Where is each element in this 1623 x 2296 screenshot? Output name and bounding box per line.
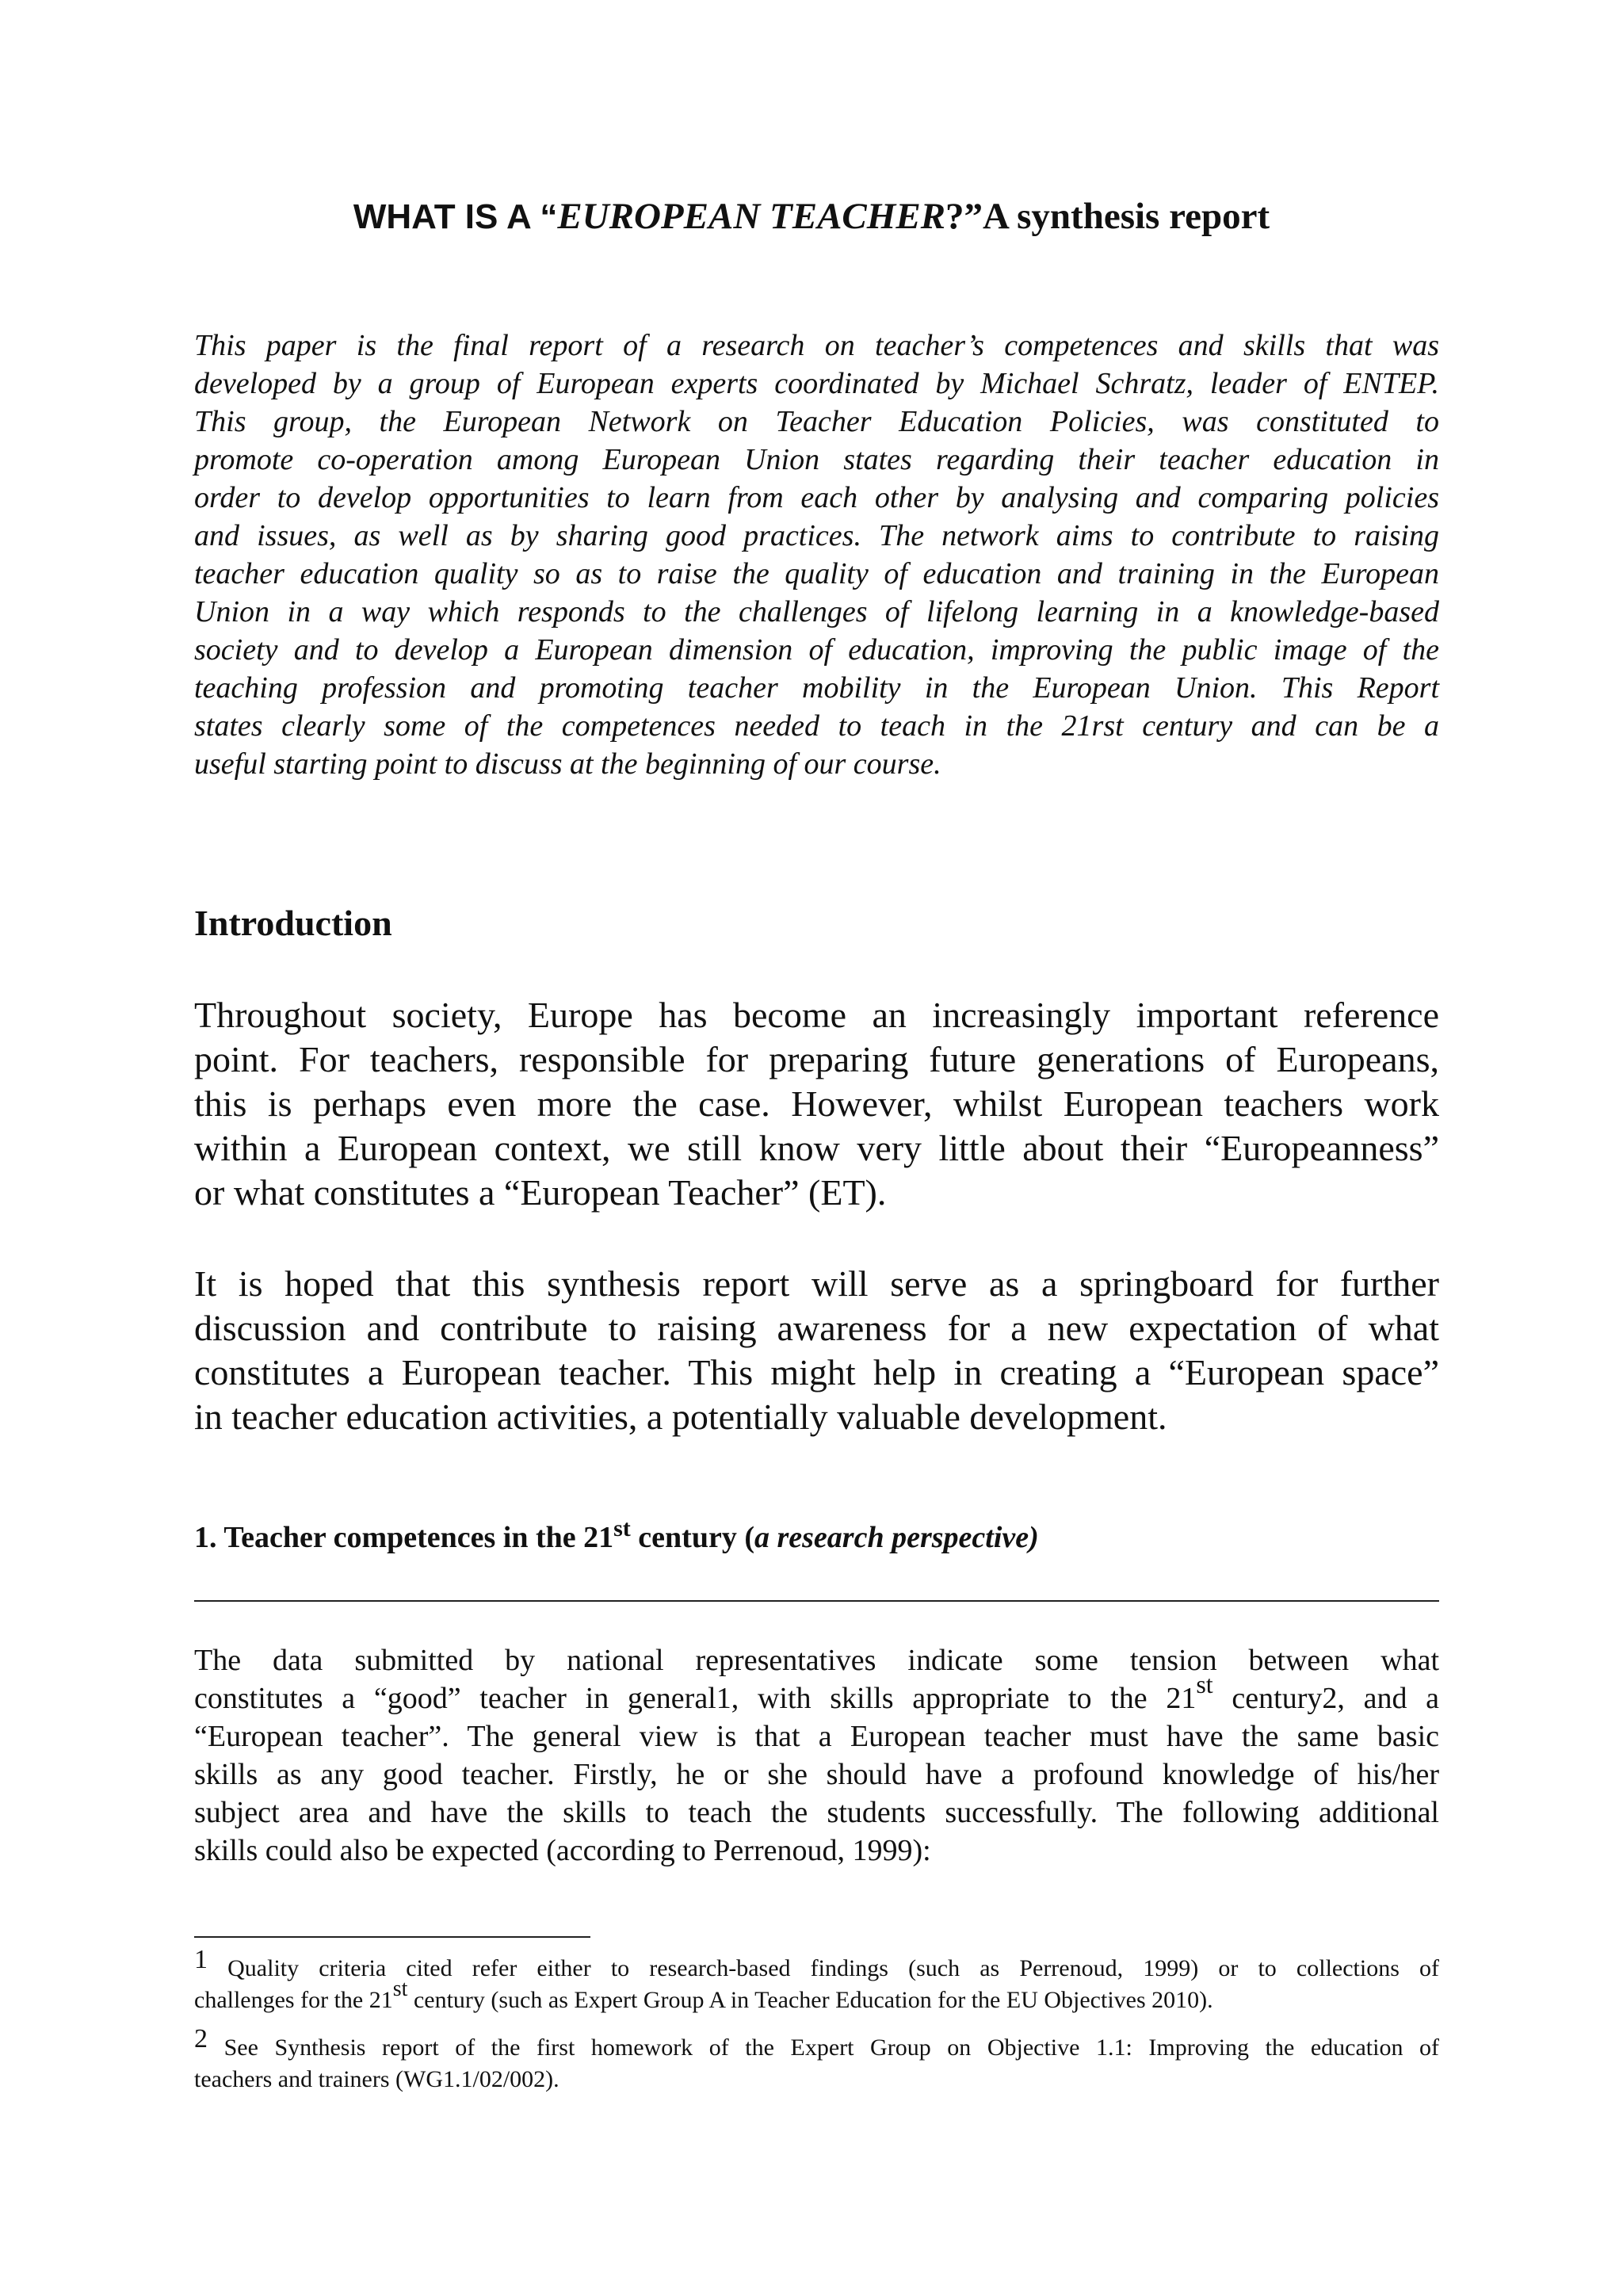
paragraph-line: The data submitted by national representatives indicate some tension between what <box>194 1644 1439 1677</box>
footnote-line: teachers and trainers (WG1.1/02/002). <box>194 2066 559 2092</box>
footnote-text: challenges for the 21 <box>194 1987 393 2013</box>
footnote-marker: 1 <box>194 1945 208 1974</box>
section-divider <box>194 1600 1439 1602</box>
footnote-1 <box>194 1945 1439 2016</box>
title-prefix: WHAT IS A “ <box>353 197 558 236</box>
footnote-ref-2[interactable]: 2 <box>1322 1682 1338 1715</box>
section-1-heading <box>194 1515 1039 1555</box>
paragraph-line: It is hoped that this synthesis report will serve as a springboard for further <box>194 1263 1439 1304</box>
section-heading-main: 1. Teacher competences in the 21 <box>194 1521 614 1554</box>
title-italic: EUROPEAN TEACHER <box>557 196 946 237</box>
paragraph-line: skills as any good teacher. Firstly, he or she should have a profound knowledge of his/her <box>194 1758 1439 1791</box>
paragraph-line: within a European context, we still know very little about their “Europeanness” <box>194 1128 1439 1168</box>
footnote-separator <box>194 1936 590 1938</box>
paragraph-line: subject area and have the skills to teach the students successfully. The following additional <box>194 1796 1439 1829</box>
paragraph-line: constitutes a European teacher. This might help in creating a “European space” <box>194 1352 1439 1392</box>
paragraph-line: discussion and contribute to raising awareness for a new expectation of what <box>194 1308 1439 1348</box>
footnote-marker: 2 <box>194 2024 208 2053</box>
text-run: , with skills appropriate to the 21 <box>731 1682 1197 1715</box>
text-run: century <box>1212 1682 1323 1715</box>
abstract-line: and issues, as well as by sharing good practices. The network aims to contribute to raising <box>194 519 1439 552</box>
abstract <box>194 327 1439 783</box>
abstract-line: teaching profession and promoting teacher mobility in the European Union. This Report <box>194 671 1439 705</box>
introduction-heading: Introduction <box>194 903 392 943</box>
footnote-text: century (such as Expert Group A in Teacher Education for the EU Objectives 2010). <box>407 1987 1213 2013</box>
footnote-text: Quality criteria cited refer either to research-based findings (such as Perrenoud, 1999) or to collections of <box>208 1955 1439 1981</box>
section-heading-after: century ( <box>630 1521 754 1554</box>
paragraph-line: Throughout society, Europe has become an increasingly important reference <box>194 995 1439 1035</box>
abstract-line: This paper is the final report of a research on teacher’s competences and skills that was <box>194 329 1439 362</box>
paragraph-line: point. For teachers, responsible for preparing future generations of Europeans, <box>194 1039 1439 1079</box>
paragraph-line: or what constitutes a “European Teacher” (ET). <box>194 1172 887 1213</box>
text-run: constitutes a “good” teacher in general <box>194 1682 716 1715</box>
section-1-paragraph <box>194 1641 1439 1870</box>
abstract-line: developed by a group of European experts coordinated by Michael Schratz, leader of ENTEP. <box>194 367 1439 400</box>
abstract-line: society and to develop a European dimension of education, improving the public image of the <box>194 633 1439 667</box>
abstract-line: teacher education quality so as to raise the quality of education and training in the European <box>194 557 1439 590</box>
paragraph-line-with-notes <box>194 1670 1440 1717</box>
abstract-line: Union in a way which responds to the challenges of lifelong learning in a knowledge-based <box>194 595 1439 628</box>
abstract-line: states clearly some of the competences needed to teach in the 21rst century and can be a <box>194 709 1439 743</box>
footnote-line <box>194 1945 1439 1985</box>
paragraph-line: this is perhaps even more the case. However, whilst European teachers work <box>194 1083 1439 1124</box>
superscript: st <box>392 1977 408 2001</box>
footnote-line <box>194 1977 1439 2016</box>
abstract-line: useful starting point to discuss at the beginning of our course. <box>194 747 941 781</box>
paragraph-line: “European teacher”. The general view is that a European teacher must have the same basic <box>194 1720 1439 1753</box>
paragraph-line: in teacher education activities, a potentially valuable development. <box>194 1396 1167 1437</box>
intro-paragraph-2 <box>194 1262 1439 1439</box>
footnote-ref-1[interactable]: 1 <box>716 1682 731 1715</box>
intro-paragraph-1 <box>194 993 1439 1215</box>
text-run: , and a <box>1337 1682 1440 1715</box>
superscript: st <box>1196 1670 1213 1698</box>
section-heading-italic: a research perspective) <box>754 1521 1039 1554</box>
abstract-line: promote co-operation among European Union states regarding their teacher education in <box>194 443 1439 476</box>
document-title <box>0 195 1623 238</box>
footnote-line <box>194 2024 1439 2064</box>
title-suffix: ?”A synthesis report <box>945 196 1270 237</box>
footnote-text: See Synthesis report of the first homework of the Expert Group on Objective 1.1: Improving the education of <box>208 2034 1439 2061</box>
abstract-line: This group, the European Network on Teacher Education Policies, was constituted to <box>194 405 1439 438</box>
section-heading-sup: st <box>613 1515 631 1541</box>
abstract-line: order to develop opportunities to learn from each other by analysing and comparing policies <box>194 481 1439 514</box>
footnote-2 <box>194 2024 1439 2095</box>
paragraph-line: skills could also be expected (according to Perrenoud, 1999): <box>194 1834 931 1867</box>
